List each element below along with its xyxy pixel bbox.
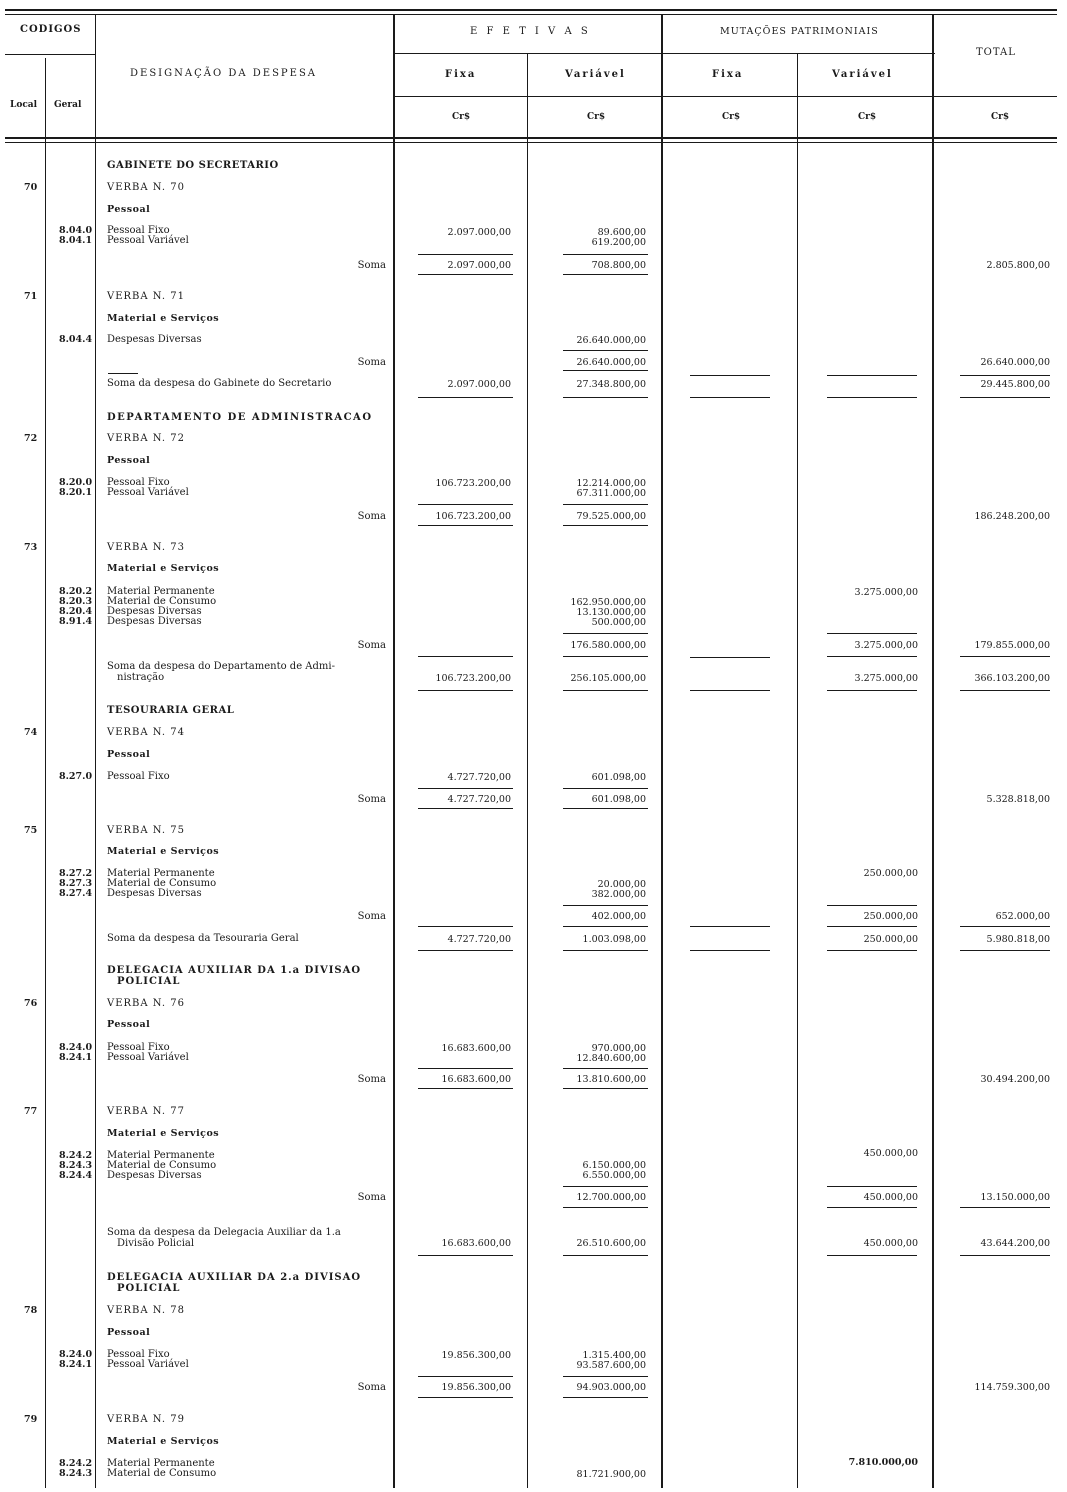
- dep-total: 366.103.200,00: [974, 673, 1050, 684]
- v77-perm-mut: 450.000,00: [863, 1148, 918, 1159]
- subheader-rule: [395, 53, 935, 54]
- section-tesouraria: TESOURARIA GERAL: [107, 705, 235, 716]
- code-8-04-1: 8.04.1: [59, 235, 93, 246]
- v74-fixo-fixa: 4.727.720,00: [447, 772, 511, 783]
- codigos-rule: [5, 54, 95, 55]
- despesas-diversas-77: Despesas Diversas: [107, 1170, 202, 1181]
- mut-fixa-header: Fixa: [712, 69, 744, 80]
- despesas-diversas-75: Despesas Diversas: [107, 888, 202, 899]
- v79-perm-mut: 7.810.000,00: [848, 1457, 918, 1468]
- verba-75: VERBA N. 75: [107, 825, 185, 836]
- rule: [418, 1088, 513, 1089]
- rule: [960, 1255, 1050, 1256]
- rule: [418, 808, 513, 809]
- rule: [563, 274, 648, 275]
- rule: [960, 926, 1050, 927]
- code-8-24-2-b: 8.24.2: [59, 1458, 93, 1469]
- pessoal-fixo-72: Pessoal Fixo: [107, 477, 170, 488]
- code-8-27-0: 8.27.0: [59, 771, 93, 782]
- section-departamento: DEPARTAMENTO DE ADMINISTRACAO: [107, 412, 373, 423]
- tes-soma-mut: 250.000,00: [863, 934, 918, 945]
- local-70: 70: [24, 182, 38, 193]
- rule: [827, 397, 917, 398]
- mutacoes-header: MUTAÇÕES PATRIMONIAIS: [720, 26, 879, 37]
- header-bottom-rule-thin: [5, 142, 1057, 143]
- soma-depto-label-2: nistração: [117, 672, 165, 683]
- soma-label-75: Soma: [357, 911, 386, 922]
- v73-cons-var: 162.950.000,00: [570, 597, 646, 608]
- col-rule-local: [45, 58, 46, 1488]
- local-72: 72: [24, 433, 38, 444]
- material-servicos-75: Material e Serviços: [107, 846, 220, 857]
- v73-desp2-var: 500.000,00: [591, 617, 646, 628]
- local-73: 73: [24, 542, 38, 553]
- v78-fixo-fixa: 19.856.300,00: [441, 1350, 511, 1361]
- soma-depto-label-1: Soma da despesa do Departamento de Admi-: [107, 661, 335, 672]
- local-79: 79: [24, 1414, 38, 1425]
- rule: [418, 656, 513, 657]
- rule: [960, 1207, 1050, 1208]
- currency-rule: [395, 96, 1057, 97]
- v77-soma-var: 12.700.000,00: [576, 1192, 646, 1203]
- local-75: 75: [24, 825, 38, 836]
- soma-label-71: Soma: [357, 357, 386, 368]
- rule: [418, 504, 513, 505]
- rule: [563, 370, 648, 371]
- verba-73: VERBA N. 73: [107, 542, 185, 553]
- v76-var-var: 12.840.600,00: [576, 1053, 646, 1064]
- del1-soma-mut: 450.000,00: [863, 1238, 918, 1249]
- code-8-20-3: 8.20.3: [59, 596, 93, 607]
- pessoal-78: Pessoal: [107, 1327, 151, 1338]
- code-8-27-2: 8.27.2: [59, 868, 93, 879]
- rule: [827, 633, 917, 634]
- material-permanente-79: Material Permanente: [107, 1458, 215, 1469]
- v73-perm-mut: 3.275.000,00: [854, 587, 918, 598]
- code-8-20-4: 8.20.4: [59, 606, 93, 617]
- rule: [418, 525, 513, 526]
- material-permanente-75: Material Permanente: [107, 868, 215, 879]
- gab-soma-var: 27.348.800,00: [576, 379, 646, 390]
- v78-var-var: 93.587.600,00: [576, 1360, 646, 1371]
- rule: [563, 1068, 648, 1069]
- v70-soma-var: 708.800,00: [591, 260, 646, 271]
- v70-fixo-fixa: 2.097.000,00: [447, 227, 511, 238]
- material-consumo-75: Material de Consumo: [107, 878, 217, 889]
- total-header: TOTAL: [976, 47, 1016, 58]
- dep-soma-mut: 3.275.000,00: [854, 673, 918, 684]
- v76-fixo-fixa: 16.683.600,00: [441, 1043, 511, 1054]
- verba-72: VERBA N. 72: [107, 433, 185, 444]
- codigos-header: CODIGOS: [20, 24, 82, 35]
- v76-fixo-var: 970.000,00: [591, 1043, 646, 1054]
- pessoal-variavel-76: Pessoal Variável: [107, 1052, 189, 1063]
- rule: [563, 1088, 648, 1089]
- rule: [827, 926, 917, 927]
- v71-soma-var: 26.640.000,00: [576, 357, 646, 368]
- local-74: 74: [24, 727, 38, 738]
- efetivas-variavel-header: Variável: [565, 69, 626, 80]
- v75-soma-mut: 250.000,00: [863, 911, 918, 922]
- code-8-20-1: 8.20.1: [59, 487, 93, 498]
- rule: [563, 633, 648, 634]
- pessoal-fixo-74: Pessoal Fixo: [107, 771, 170, 782]
- col-rule-efetivas-fixa: [527, 54, 528, 1488]
- soma-label-78: Soma: [357, 1382, 386, 1393]
- rule: [563, 504, 648, 505]
- code-8-24-3-b: 8.24.3: [59, 1468, 93, 1479]
- material-consumo-73: Material de Consumo: [107, 596, 217, 607]
- v79-cons-var: 81.721.900,00: [576, 1469, 646, 1480]
- col-rule-designacao: [393, 14, 395, 1488]
- pessoal-fixo-78: Pessoal Fixo: [107, 1349, 170, 1360]
- rule: [960, 397, 1050, 398]
- code-8-20-2: 8.20.2: [59, 586, 93, 597]
- local-header: Local: [10, 100, 38, 110]
- despesas-diversas-73b: Despesas Diversas: [107, 616, 202, 627]
- rule: [827, 905, 917, 906]
- v72-soma-fixa: 106.723.200,00: [435, 511, 511, 522]
- v75-cons-var: 20.000,00: [597, 879, 646, 890]
- currency-3: Cr$: [722, 112, 741, 122]
- section-delegacia-1-line2: POLICIAL: [117, 976, 181, 987]
- v78-soma-var: 94.903.000,00: [576, 1382, 646, 1393]
- top-rule: [5, 9, 1057, 11]
- v72-var-var: 67.311.000,00: [576, 488, 646, 499]
- code-8-04-0: 8.04.0: [59, 225, 93, 236]
- v70-soma-fixa: 2.097.000,00: [447, 260, 511, 271]
- rule: [690, 657, 770, 658]
- rule: [418, 274, 513, 275]
- v75-soma-var: 402.000,00: [591, 911, 646, 922]
- v72-soma-var: 79.525.000,00: [576, 511, 646, 522]
- rule: [563, 690, 648, 691]
- rule: [690, 950, 770, 951]
- soma-label-74: Soma: [357, 794, 386, 805]
- rule: [563, 1255, 648, 1256]
- currency-2: Cr$: [587, 112, 606, 122]
- rule: [418, 690, 513, 691]
- material-consumo-77: Material de Consumo: [107, 1160, 217, 1171]
- rule: [960, 656, 1050, 657]
- efetivas-fixa-header: Fixa: [445, 69, 477, 80]
- rule: [563, 1186, 648, 1187]
- rule: [108, 373, 138, 374]
- rule: [827, 950, 917, 951]
- v74-soma-fixa: 4.727.720,00: [447, 794, 511, 805]
- code-8-24-2-a: 8.24.2: [59, 1150, 93, 1161]
- verba-79: VERBA N. 79: [107, 1414, 185, 1425]
- verba-71: VERBA N. 71: [107, 291, 185, 302]
- col-rule-mut: [932, 14, 934, 1488]
- v71-desp-var: 26.640.000,00: [576, 335, 646, 346]
- rule: [563, 905, 648, 906]
- verba-74: VERBA N. 74: [107, 727, 185, 738]
- rule: [563, 254, 648, 255]
- v74-fixo-var: 601.098,00: [591, 772, 646, 783]
- header-bottom-rule: [5, 137, 1057, 139]
- soma-label-76: Soma: [357, 1074, 386, 1085]
- soma-deleg1-label-2: Divisão Policial: [117, 1238, 195, 1249]
- v72-fixo-fixa: 106.723.200,00: [435, 478, 511, 489]
- v75-perm-mut: 250.000,00: [863, 868, 918, 879]
- verba-76: VERBA N. 76: [107, 998, 185, 1009]
- rule: [960, 950, 1050, 951]
- rule: [418, 1397, 513, 1398]
- v78-fixo-var: 1.315.400,00: [582, 1350, 646, 1361]
- local-78: 78: [24, 1305, 38, 1316]
- pessoal-fixo-76: Pessoal Fixo: [107, 1042, 170, 1053]
- v74-soma-var: 601.098,00: [591, 794, 646, 805]
- code-8-24-3-a: 8.24.3: [59, 1160, 93, 1171]
- v77-total: 13.150.000,00: [980, 1192, 1050, 1203]
- pessoal-variavel-78: Pessoal Variável: [107, 1359, 189, 1370]
- rule: [563, 788, 648, 789]
- code-8-24-0-b: 8.24.0: [59, 1349, 93, 1360]
- material-permanente-73: Material Permanente: [107, 586, 215, 597]
- top-rule-thin: [5, 14, 1057, 15]
- rule: [418, 254, 513, 255]
- rule: [690, 375, 770, 376]
- rule: [690, 397, 770, 398]
- v73-soma-var: 176.580.000,00: [570, 640, 646, 651]
- rule: [563, 950, 648, 951]
- despesas-diversas-71: Despesas Diversas: [107, 334, 202, 345]
- currency-1: Cr$: [452, 112, 471, 122]
- section-gabinete: GABINETE DO SECRETARIO: [107, 160, 279, 171]
- rule: [563, 808, 648, 809]
- rule: [563, 397, 648, 398]
- v73-desp-var: 13.130.000,00: [576, 607, 646, 618]
- efetivas-header: E F E T I V A S: [470, 26, 591, 37]
- soma-label-77: Soma: [357, 1192, 386, 1203]
- material-servicos-79: Material e Serviços: [107, 1436, 220, 1447]
- gab-soma-fixa: 2.097.000,00: [447, 379, 511, 390]
- soma-label-72: Soma: [357, 511, 386, 522]
- rule: [960, 375, 1050, 376]
- rule: [563, 1376, 648, 1377]
- v72-total: 186.248.200,00: [974, 511, 1050, 522]
- dep-soma-var: 256.105.000,00: [570, 673, 646, 684]
- rule: [418, 950, 513, 951]
- rule: [827, 1207, 917, 1208]
- verba-78: VERBA N. 78: [107, 1305, 185, 1316]
- soma-label-73: Soma: [357, 640, 386, 651]
- soma-gabinete-label: Soma da despesa do Gabinete do Secretario: [107, 378, 332, 389]
- code-8-91-4: 8.91.4: [59, 616, 93, 627]
- v72-fixo-var: 12.214.000,00: [576, 478, 646, 489]
- material-servicos-73: Material e Serviços: [107, 563, 220, 574]
- material-consumo-79: Material de Consumo: [107, 1468, 217, 1479]
- tes-soma-var: 1.003.098,00: [582, 934, 646, 945]
- pessoal-72: Pessoal: [107, 455, 151, 466]
- rule: [827, 1186, 917, 1187]
- rule: [563, 656, 648, 657]
- rule: [418, 397, 513, 398]
- currency-5: Cr$: [991, 112, 1010, 122]
- code-8-27-4: 8.27.4: [59, 888, 93, 899]
- col-rule-efetivas: [661, 14, 663, 1488]
- soma-deleg1-label-1: Soma da despesa da Delegacia Auxiliar da 1.a: [107, 1227, 341, 1238]
- code-8-20-0: 8.20.0: [59, 477, 93, 488]
- del1-total: 43.644.200,00: [980, 1238, 1050, 1249]
- v73-soma-mut: 3.275.000,00: [854, 640, 918, 651]
- pessoal-fixo-70: Pessoal Fixo: [107, 225, 170, 236]
- section-delegacia-2-line1: DELEGACIA AUXILIAR DA 2.a DIVISAO: [107, 1272, 362, 1283]
- rule: [563, 525, 648, 526]
- v77-cons-var: 6.150.000,00: [582, 1160, 646, 1171]
- rule: [827, 690, 917, 691]
- del1-soma-var: 26.510.600,00: [576, 1238, 646, 1249]
- v70-var-var: 619.200,00: [591, 237, 646, 248]
- material-servicos-77: Material e Serviços: [107, 1128, 220, 1139]
- rule: [418, 1068, 513, 1069]
- v70-total: 2.805.800,00: [986, 260, 1050, 271]
- rule: [418, 926, 513, 927]
- v70-fixo-var: 89.600,00: [597, 227, 646, 238]
- v77-soma-mut: 450.000,00: [863, 1192, 918, 1203]
- rule: [563, 350, 648, 351]
- geral-header: Geral: [54, 100, 82, 110]
- code-8-24-4: 8.24.4: [59, 1170, 93, 1181]
- v76-total: 30.494.200,00: [980, 1074, 1050, 1085]
- v75-desp-var: 382.000,00: [591, 889, 646, 900]
- despesas-diversas-73a: Despesas Diversas: [107, 606, 202, 617]
- pessoal-74: Pessoal: [107, 749, 151, 760]
- del1-soma-fixa: 16.683.600,00: [441, 1238, 511, 1249]
- v77-desp-var: 6.550.000,00: [582, 1170, 646, 1181]
- v76-soma-var: 13.810.600,00: [576, 1074, 646, 1085]
- v76-soma-fixa: 16.683.600,00: [441, 1074, 511, 1085]
- v78-total: 114.759.300,00: [974, 1382, 1050, 1393]
- pessoal-variavel-72: Pessoal Variável: [107, 487, 189, 498]
- rule: [418, 1255, 513, 1256]
- code-8-27-3: 8.27.3: [59, 878, 93, 889]
- mut-variavel-header: Variável: [832, 69, 893, 80]
- local-71: 71: [24, 291, 38, 302]
- section-delegacia-1-line1: DELEGACIA AUXILIAR DA 1.a DIVISAO: [107, 965, 362, 976]
- pessoal-70: Pessoal: [107, 204, 151, 215]
- section-delegacia-2-line2: POLICIAL: [117, 1283, 181, 1294]
- code-8-04-4: 8.04.4: [59, 334, 93, 345]
- rule: [827, 375, 917, 376]
- col-rule-geral: [95, 14, 96, 1488]
- pessoal-76: Pessoal: [107, 1019, 151, 1030]
- rule: [690, 690, 770, 691]
- col-rule-mut-fixa: [797, 54, 798, 1488]
- tes-total: 5.980.818,00: [986, 934, 1050, 945]
- rule: [960, 690, 1050, 691]
- rule: [563, 926, 648, 927]
- code-8-24-1-b: 8.24.1: [59, 1359, 93, 1370]
- pessoal-variavel-70: Pessoal Variável: [107, 235, 189, 246]
- v71-total: 26.640.000,00: [980, 357, 1050, 368]
- soma-label-70: Soma: [357, 260, 386, 271]
- rule: [827, 1255, 917, 1256]
- code-8-24-0-a: 8.24.0: [59, 1042, 93, 1053]
- rule: [418, 788, 513, 789]
- dep-soma-fixa: 106.723.200,00: [435, 673, 511, 684]
- soma-tesouraria-label: Soma da despesa da Tesouraria Geral: [107, 933, 299, 944]
- rule: [563, 1397, 648, 1398]
- v75-total: 652.000,00: [995, 911, 1050, 922]
- rule: [418, 1376, 513, 1377]
- gab-total: 29.445.800,00: [980, 379, 1050, 390]
- code-8-24-1-a: 8.24.1: [59, 1052, 93, 1063]
- designacao-header: DESIGNAÇÃO DA DESPESA: [130, 68, 318, 79]
- verba-77: VERBA N. 77: [107, 1106, 185, 1117]
- tes-soma-fixa: 4.727.720,00: [447, 934, 511, 945]
- v74-total: 5.328.818,00: [986, 794, 1050, 805]
- v78-soma-fixa: 19.856.300,00: [441, 1382, 511, 1393]
- verba-70: VERBA N. 70: [107, 182, 185, 193]
- v73-total: 179.855.000,00: [974, 640, 1050, 651]
- local-76: 76: [24, 998, 38, 1009]
- local-77: 77: [24, 1106, 38, 1117]
- material-servicos-71: Material e Serviços: [107, 313, 220, 324]
- rule: [827, 656, 917, 657]
- rule: [563, 1207, 648, 1208]
- currency-4: Cr$: [858, 112, 877, 122]
- material-permanente-77: Material Permanente: [107, 1150, 215, 1161]
- rule: [690, 926, 770, 927]
